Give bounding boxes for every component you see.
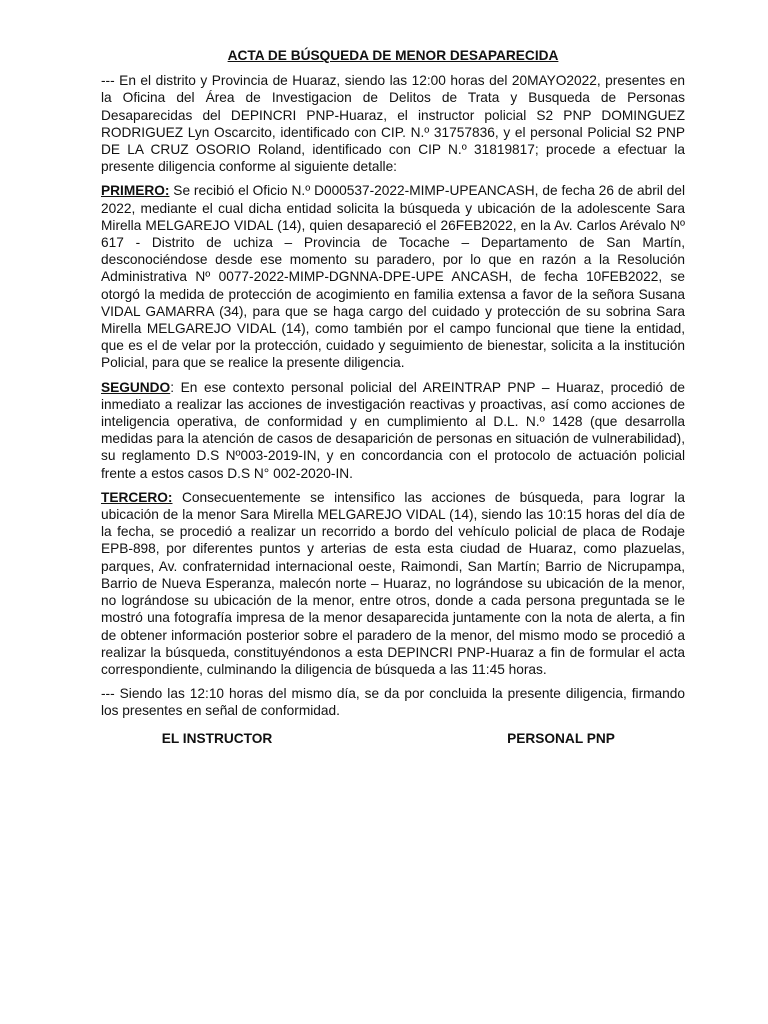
tercero-paragraph [101, 489, 685, 678]
signature-personal-pnp: PERSONAL PNP [507, 730, 615, 746]
document-title: ACTA DE BÚSQUEDA DE MENOR DESAPARECIDA [227, 48, 559, 63]
tercero-label: TERCERO: [101, 489, 173, 505]
segundo-label: SEGUNDO [101, 379, 171, 395]
segundo-paragraph [101, 379, 685, 482]
signature-instructor: EL INSTRUCTOR [161, 730, 273, 746]
primero-paragraph [101, 182, 685, 371]
closing-paragraph: --- Siendo las 12:10 horas del mismo día, se da por concluida la presente diligencia, firmando los presentes en señal de conformidad. [101, 686, 685, 719]
signature-block [101, 730, 685, 747]
intro-paragraph: --- En el distrito y Provincia de Huaraz, siendo las 12:00 horas del 20MAYO2022, presentes en la Oficina del Área de Investigacion de Delitos de Trata y Busqueda de Personas Desaparecidas del DEPINCRI PNP-Huaraz, el instructor policial S2 PNP DOMINGUEZ RODRIGUEZ Lyn Oscarcito, identificado con CIP. N.º 31757836, y el personal Policial S2 PNP DE LA CRUZ OSORIO Roland, identificado con CIP N.º 31819817; procede a efectuar la presente diligencia conforme al siguiente detalle: [101, 73, 685, 175]
primero-label: PRIMERO: [101, 183, 170, 199]
tercero-text: Consecuentemente se intensifico las acciones de búsqueda, para lograr la ubicación de la menor Sara Mirella MELGAREJO VIDAL (14), siendo las 10:15 horas del día de la fecha, se procedió a realizar un recorrido a bordo del vehículo policial de placa de Rodaje EPB-898, por diferentes puntos y arterias de esta esta ciudad de Huaraz, como plazuelas, parques, Av. confraternidad internacional oeste, Raimondi, San Martín; Barrio de Nicrupampa, Barrio de Nueva Esperanza, malecón norte – Huaraz, no lográndose su ubicación de la menor, no lográndose su ubicación de la menor, entre otros, donde a cada persona preguntada se le mostró una fotografía impresa de la menor desaparecida juntamente con la nota de alerta, a fin de obtener información posterior sobre el paradero de la menor, del mismo modo se procedió a realizar la búsqueda, constituyéndonos a esta DEPINCRI PNP-Huaraz a fin de formular el acta correspondiente, culminando la diligencia de búsqueda a las 11:45 horas. [101, 489, 685, 677]
document-page [101, 47, 685, 747]
primero-text: Se recibió el Oficio N.º D000537-2022-MIMP-UPEANCASH, de fecha 26 de abril del 2022, mediante el cual dicha entidad solicita la búsqueda y ubicación de la adolescente Sara Mirella MELGAREJO VIDAL (14), quien desapareció el 26FEB2022, en la Av. Carlos Arévalo Nº 617 - Distrito de uchiza – Provincia de Tocache – Departamento de San Martín, desconociéndose desde ese momento su paradero, por lo que en razón a la Resolución Administrativa Nº 0077-2022-MIMP-DGNNA-DPE-UPE ANCASH, de fecha 10FEB2022, se otorgó la medida de protección de acogimiento en familia extensa a favor de la señora Susana VIDAL GAMARRA (34), para que se haga cargo del cuidado y protección de su sobrina Sara Mirella MELGAREJO VIDAL (14), como también por el campo funcional que tiene la entidad, que es el de velar por la protección, cuidado y seguimiento de bienestar, solicita a la institución Policial, para que se realice la presente diligencia. [101, 183, 685, 371]
segundo-text: : En ese contexto personal policial del AREINTRAP PNP – Huaraz, procedió de inmediato a realizar las acciones de investigación reactivas y proactivas, así como acciones de inteligencia operativa, de conformidad y en cumplimiento al D.L. N.º 1428 (que desarrolla medidas para la atención de casos de desaparición de personas en situación de vulnerabilidad), su reglamento D.S Nº003-2019-IN, y en concordancia con el protocolo de actuación policial frente a estos casos D.S N° 002-2020-IN. [101, 379, 685, 481]
